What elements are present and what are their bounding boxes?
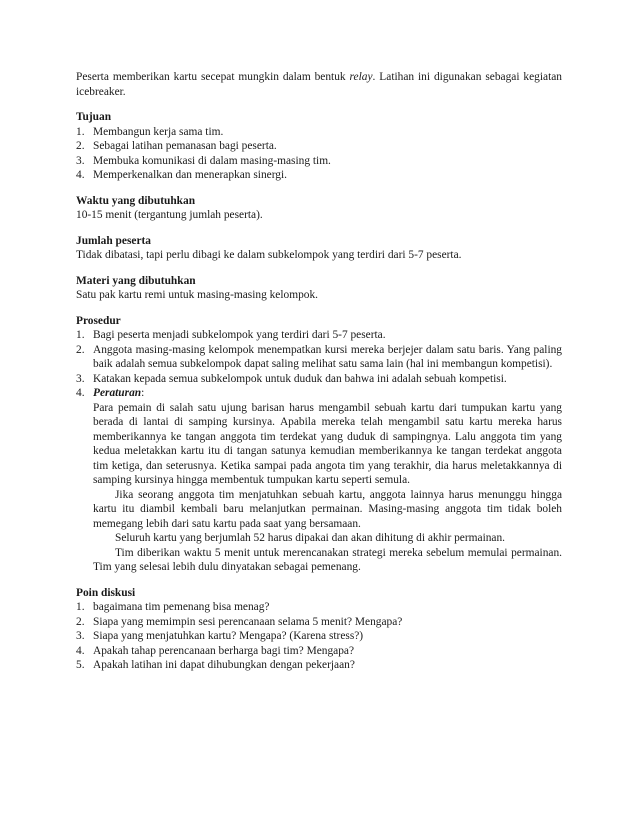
- tujuan-heading: Tujuan: [76, 111, 112, 123]
- list-item: 3. Katakan kepada semua subkelompok untuk duduk dan bahwa ini adalah sebuah kompetisi.: [76, 372, 507, 385]
- list-item: 2. Sebagai latihan pemanasan bagi peserta.: [76, 140, 277, 152]
- peraturan-paragraph: Para pemain di salah satu ujung barisan harus mengambil sebuah kartu dari tumpukan kartu yang berada di lantai di samping kursinya. Apabila mereka telah mengambil satu kartu mereka harus memberikannya ke tangan anggota tim terdekat yang duduk di sampingnya. Lalu anggota tim yang kedua meletakkan kartu itu di tangan satunya kemudian memberikannya ke tangan terdekat anggota tim ketiga, dan seterusnya. Ketika sampai pada angota tim yang terakhir, dia harus meletakkannya di samping kursinya hingga membentuk tumpukan kartu seperti semula.: [93, 401, 562, 486]
- prosedur-list: [76, 328, 562, 575]
- jumlah-text: Tidak dibatasi, tapi perlu dibagi ke dalam subkelompok yang terdiri dari 5-7 peserta.: [76, 249, 462, 261]
- intro-italic: relay: [349, 71, 373, 83]
- jumlah-heading: Jumlah peserta: [76, 234, 151, 247]
- jumlah-section: [76, 234, 562, 263]
- prosedur-section: [76, 314, 562, 575]
- list-item: 2. Anggota masing-masing kelompok menempatkan kursi mereka berjejer dalam satu baris. Yang paling baik adalah semua subkelompok dapat saling melihat satu sama lain (hal ini membangun kompetisi).: [76, 343, 562, 370]
- prosedur-heading: Prosedur: [76, 314, 121, 327]
- poin-section: [76, 586, 562, 673]
- intro-text-end: . Latihan ini digunakan sebagai kegiatan icebreaker.: [76, 71, 562, 98]
- peraturan-label: Peraturan: [93, 387, 142, 399]
- intro-paragraph: [76, 70, 562, 99]
- list-item: 1. Membangun kerja sama tim.: [76, 125, 224, 138]
- waktu-heading: Waktu yang dibutuhkan: [76, 194, 196, 207]
- intro-text: Peserta memberikan kartu secepat mungkin dalam bentuk: [76, 71, 350, 83]
- list-item: 3. Siapa yang menjatuhkan kartu? Mengapa? (Karena stress?): [76, 630, 364, 642]
- list-item: 4. Memperkenalkan dan menerapkan sinergi.: [76, 169, 287, 181]
- poin-list: [76, 600, 562, 673]
- peraturan-paragraph: Seluruh kartu yang berjumlah 52 harus dipakai dan akan dihitung di akhir permainan.: [115, 532, 506, 544]
- document-page: [76, 70, 562, 673]
- waktu-section: [76, 194, 562, 223]
- list-item: 1. bagaimana tim pemenang bisa menag?: [76, 601, 270, 613]
- poin-heading: Poin diskusi: [76, 586, 136, 599]
- materi-section: [76, 274, 562, 303]
- list-item: 4. Apakah tahap perencanaan berharga bagi tim? Mengapa?: [76, 644, 355, 657]
- peraturan-paragraph: Jika seorang anggota tim menjatuhkan sebuah kartu, anggota lainnya harus menunggu hingga kartu itu diambil kembali baru melanjutkan permainan. Masing-masing anggota tim tidak boleh memegang lebih dari satu kartu pada saat yang bersamaan.: [93, 488, 562, 530]
- tujuan-section: [76, 110, 562, 183]
- materi-heading: Materi yang dibutuhkan: [76, 274, 196, 287]
- list-item: 2. Siapa yang memimpin sesi perencanaan selama 5 menit? Mengapa?: [76, 615, 403, 628]
- list-item: 3. Membuka komunikasi di dalam masing-masing tim.: [76, 154, 331, 167]
- list-item: 1. Bagi peserta menjadi subkelompok yang terdiri dari 5-7 peserta.: [76, 329, 386, 341]
- peraturan-block: Peraturan: Para pemain di salah satu ujung barisan harus mengambil sebuah kartu dari tumpukan kartu yang berada di lantai di samping kursinya. Apabila mereka telah mengambil satu kartu mereka harus memberikannya ke tangan anggota tim terdekat yang duduk di sampingnya. Lalu anggota tim yang kedua meletakkan kartu itu di tangan satunya kemudian memberikannya ke tangan terdekat anggota tim ketiga, dan seterusnya. Ketika sampai pada angota tim yang terakhir, dia harus meletakkannya di samping kursinya hingga membentuk tumpukan kartu seperti semula. Jika seorang anggota tim menjatuhkan sebuah kartu, anggota lainnya harus menunggu hingga kartu itu diambil kembali baru melanjutkan permainan. Masing-masing anggota tim tidak boleh memegang lebih dari satu kartu pada saat yang bersamaan. Seluruh kartu yang berjumlah 52 harus dipakai dan akan dihitung di akhir permainan. Tim diberikan waktu 5 menit untuk merencanakan strategi mereka sebelum memulai permainan. Tim yang selesai lebih dulu dinyatakan sebagai pemenang.: [93, 387, 562, 573]
- peraturan-paragraph: Tim diberikan waktu 5 menit untuk merencanakan strategi mereka sebelum memulai permainan. Tim yang selesai lebih dulu dinyatakan sebagai pemenang.: [93, 546, 562, 573]
- waktu-text: 10-15 menit (tergantung jumlah peserta).: [76, 209, 263, 221]
- tujuan-list: [76, 125, 562, 183]
- materi-text: Satu pak kartu remi untuk masing-masing kelompok.: [76, 289, 319, 301]
- list-item-peraturan: 4. Peraturan: Para pemain di salah satu ujung barisan harus mengambil sebuah kartu dari tumpukan kartu yang berada di lantai di samping kursinya. Apabila mereka telah mengambil satu kartu mereka harus memberikannya ke tangan anggota tim terdekat yang duduk di sampingnya. Lalu anggota tim yang kedua meletakkan kartu itu di tangan satunya kemudian memberikannya ke tangan terdekat anggota tim ketiga, dan seterusnya. Ketika sampai pada angota tim yang terakhir, dia harus meletakkannya di samping kursinya hingga membentuk tumpukan kartu seperti semula. Jika seorang anggota tim menjatuhkan sebuah kartu, anggota lainnya harus menunggu hingga kartu itu diambil kembali baru melanjutkan permainan. Masing-masing anggota tim tidak boleh memegang lebih dari satu kartu pada saat yang bersamaan. Seluruh kartu yang berjumlah 52 harus dipakai dan akan dihitung di akhir permainan. Tim diberikan waktu 5 menit untuk merencanakan strategi mereka sebelum memulai permainan. Tim yang selesai lebih dulu dinyatakan sebagai pemenang.: [76, 387, 562, 573]
- list-item: 5. Apakah latihan ini dapat dihubungkan dengan pekerjaan?: [76, 659, 355, 671]
